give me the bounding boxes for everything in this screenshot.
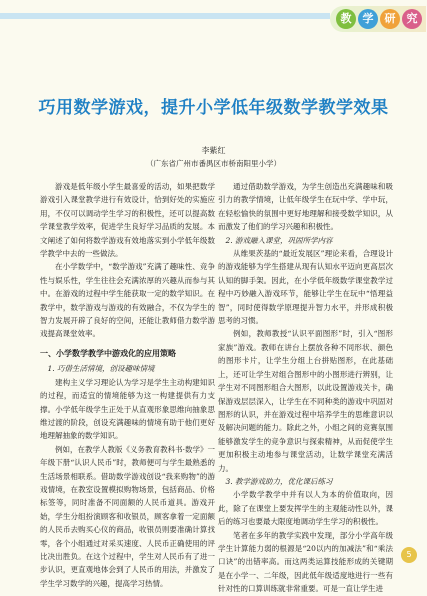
paragraph: 在小学数学中，“数学游戏”充满了趣味性、竞争性与娱乐性，学生往往会充满浓厚的兴趣从而参与其中。在游戏的过程中学生能获取一定的数学知识。在教学中，数学游戏与游戏的有效融合，不仅为学生的智力发展开辟了良好的空间，还能让教师借力数学游戏提高课堂效率。 — [40, 262, 215, 339]
paragraph: 通过借助数学游戏，为学生创造出充满趣味和吸引力的教学情境，让低年级学生在玩中学、学中玩，在轻松愉快的氛围中更好地理解和接受数学知识，从而激发了他们的学习兴趣和积极性。 — [218, 182, 393, 232]
paragraph: 游戏是低年级小学生最喜爱的活动，如果把数学游戏引入课堂教学进行有效设计，恰到好处的实施应用，不仅可以调动学生学习的积极性，还可以提高数学课堂教学效率，促进学生良好学习品质的发展。本文阐述了如何将数学游戏有效地落实到小学低年级数学教学中去的一些做法。 — [40, 182, 215, 259]
page-number: 5 — [401, 547, 417, 563]
paragraph: 例如，教师教授“认识平面图形”时，引入“图形家族”游戏。教师在讲台上摆放各种不同形状、颜色的图形卡片，让学生分组上台拼贴图形，在此基础上，还可让学生对组合图形中的小图形进行辨别，让学生对不同图形组合大图形，以此设置游戏关卡，确保游戏层层深入，让学生在不同种类的游戏中巩固对图形的认识，并在游戏过程中培养学生的思维意识以及解决问题的能力。除此之外，小组之间的竞赛氛围能够激发学生的竞争意识与探索精神，从而促使学生更加积极主动地参与课堂活动，让数学课堂充满活力。 — [218, 329, 393, 473]
paragraph: 笔者在多年的教学实践中发现，部分小学高年级学生计算能力弱的根源是“20以内的加减法”和“乘法口诀”的出错率高。而这两类运算技能形成的关键期是在小学一、二年级，因此低年级适度地进行一些有针对性的口算训练就非常重要。可是一直让学生进 — [218, 530, 393, 594]
author-affiliation: （广东省广州市番禺区市桥南阳里小学） — [146, 159, 281, 168]
left-column — [40, 180, 215, 590]
header-stripe — [0, 13, 330, 19]
column-tag-char: 学 — [358, 9, 378, 29]
column-tag-characters — [336, 9, 422, 29]
subsection-heading: 3. 教学游戏助力，优化课后练习 — [225, 476, 333, 486]
subsection-heading: 2. 游戏融入课堂，巩固所学内容 — [225, 235, 333, 245]
paragraph: 从维果茨基的“最近发展区”理论来看，合理设计的游戏能够为学生搭建从现有认知水平迈向更高层次认知的脚手架。因此，在小学低年级数学课堂教学过程中巧妙融入游戏环节，能够让学生在玩中“悟理益智”，同时使得数学原理提升智力水平，并形成积极思考的习惯。 — [218, 249, 393, 326]
column-tag-char: 教 — [336, 9, 356, 29]
column-tag-char: 究 — [402, 9, 422, 29]
author-name: 李紫红 — [201, 146, 226, 155]
paragraph: 例如，在教学人教版《义务教育教科书·数学》一年级下册“认识人民币”时，教师便可与学生最熟悉的生活场景相联系。借助数学游戏创设“我来购物”的游戏情境，在教室设置模拟购物场景，包括商品、价格标签等，同时准备不同面额的人民币道具。游戏开始，学生分组扮演顾客和收银员，顾客拿着一定面额的人民币去购买心仪的商品，收银员则要准确计算找零，各个小组通过对采买速度、人民币正确使用的评比决出胜负。在这个过程中，学生对人民币有了进一步认识，更直观地体会到了人民币的用法，并激发了学生学习数学的兴趣，提高学习热情。 — [40, 444, 215, 588]
section-heading: 一、小学数学教学中游戏化的应用策略 — [40, 348, 176, 358]
paragraph: 小学数学教学中并有以人为本的价值取向，因此，除了在课堂上要发挥学生的主观能动性以外，课后的练习也要最大限度地调动学生学习的积极性。 — [218, 490, 393, 527]
column-tag — [330, 6, 426, 32]
subsection-heading: 1. 巧借生活情境，创设趣味情境 — [47, 364, 155, 374]
column-tag-char: 研 — [380, 9, 400, 29]
article-title: 巧用数学游戏，提升小学低年级数学教学效果 — [38, 98, 389, 118]
right-column — [218, 180, 393, 596]
paragraph: 建构主义学习理论认为学习是学生主动构建知识的过程，而适宜的情境能够为这一构建提供有力支撑。小学低年级学生正处于从直观形象思维向抽象思维过渡的阶段，创设充满趣味的情境有助于他们更好地理解抽象的数学知识。 — [40, 377, 215, 441]
